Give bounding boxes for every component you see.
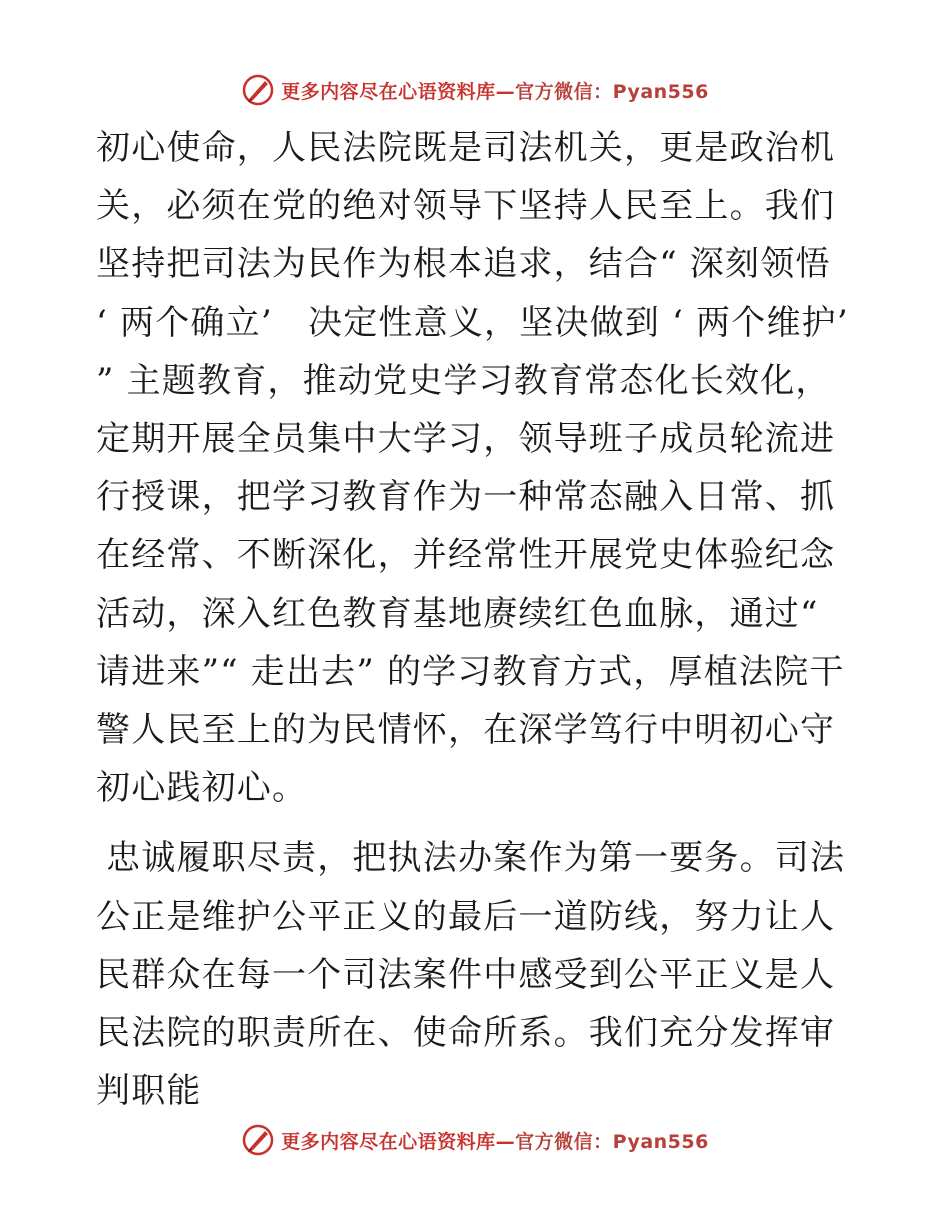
footer-banner-text <box>281 1127 709 1154</box>
header-banner <box>0 70 950 110</box>
footer-banner <box>0 1120 950 1160</box>
pen-logo-icon <box>241 1123 275 1157</box>
header-wechat-text: 官方微信：Pyan556 <box>515 80 709 103</box>
header-banner-text <box>281 77 709 104</box>
header-site-text: 更多内容尽在心语资料库— <box>281 80 516 103</box>
paragraph-1: 初心使命，人民法院既是司法机关，更是政治机关，必须在党的绝对领导下坚持人民至上。我们坚持把司法为民作为根本追求，结合“ 深刻领悟 ‘ 两个确立’ 决定性意义，坚决做到 ‘ 两个维护’ ” 主题教育，推动党史学习教育常态化长效化，定期开展全员集中大学习，领导班子成员轮流进行授课，把学习教育作为一种常态融入日常、抓在经常、不断深化，并经常性开展党史体验纪念活动，深入红色教育基地赓续红色血脉，通过“ 请进来”“ 走出去” 的学习教育方式，厚植法院干警人民至上的为民情怀，在深学笃行中明初心守初心践初心。 <box>96 128 849 809</box>
pen-logo-icon <box>241 73 275 107</box>
footer-wechat-text: 官方微信：Pyan556 <box>515 1130 709 1153</box>
document-body <box>96 119 852 1120</box>
paragraph-2: 忠诚履职尽责，把执法办案作为第一要务。司法公正是维护公平正义的最后一道防线，努力让人民群众在每一个司法案件中感受到公平正义是人民法院的职责所在、使命所系。我们充分发挥审判职能 <box>96 838 846 1112</box>
footer-site-text: 更多内容尽在心语资料库— <box>281 1130 516 1153</box>
